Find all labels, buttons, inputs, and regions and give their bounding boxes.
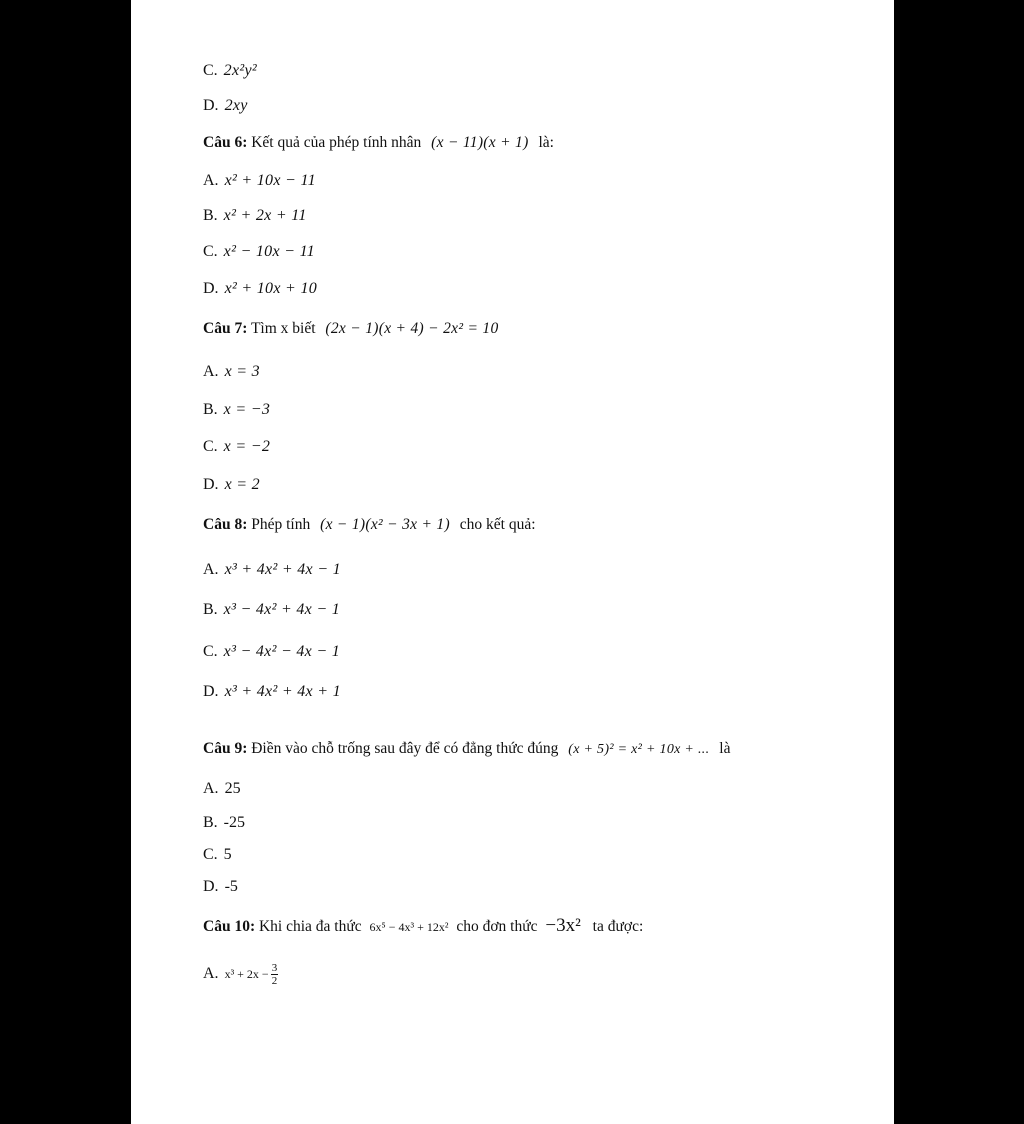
option-label: A. [203,363,219,380]
option-label: B. [203,601,218,618]
option-expr: x³ − 4x² + 4x − 1 [223,601,341,618]
question-title: Câu 10: [203,918,256,935]
q6-option-b[interactable] [203,206,307,226]
q8-option-a[interactable] [203,560,341,580]
q7-option-c[interactable] [203,437,270,457]
q9-option-c[interactable] [203,845,232,865]
q9-option-a[interactable] [203,779,241,799]
question-title: Câu 6: [203,134,248,151]
option-label: A. [203,780,219,797]
option-expr: x² − 10x − 11 [223,243,315,260]
q7-option-a[interactable] [203,362,260,382]
question-text: Tìm x biết [250,320,316,337]
question-title: Câu 9: [203,740,248,757]
option-expr: x³ − 4x² − 4x − 1 [223,643,341,660]
option-c-prev [203,61,257,81]
question-text: Điền vào chỗ trống sau đây để có đẳng thức đúng [251,740,559,757]
option-label: A. [203,561,219,578]
option-label: C. [203,243,218,260]
q6-option-c[interactable] [203,242,315,262]
option-label: A. [203,172,219,189]
option-expr: 25 [224,780,241,797]
option-label: D. [203,476,219,493]
question-7 [203,319,499,339]
question-10 [203,916,643,937]
question-tail: cho kết quả: [459,516,536,533]
option-expr: x³ + 4x² + 4x − 1 [224,561,341,578]
option-label: C. [203,643,218,660]
question-expr: (2x − 1)(x + 4) − 2x² = 10 [325,320,499,337]
option-expr: -5 [224,878,238,895]
option-label: B. [203,207,218,224]
option-expr: x = 2 [224,476,260,493]
option-label: B. [203,401,218,418]
option-expr: 2x²y² [223,62,257,79]
option-label: C. [203,438,218,455]
question-expr: 6x⁵ − 4x³ + 12x² [369,920,449,934]
option-expr: x = −2 [223,438,271,455]
option-expr: 5 [223,846,232,863]
q9-option-d[interactable] [203,877,238,897]
option-d-prev [203,96,248,116]
question-expr: (x + 5)² = x² + 10x + ... [568,742,710,757]
q7-option-d[interactable] [203,475,260,495]
option-label: D. [203,97,219,114]
option-expr: x = −3 [223,401,271,418]
q7-option-b[interactable] [203,400,270,420]
question-9 [203,739,730,760]
option-expr: x³ + 2x − [224,967,269,982]
q8-option-b[interactable] [203,600,340,620]
question-title: Câu 7: [203,320,248,337]
question-8 [203,515,536,535]
question-tail: là: [538,134,554,151]
option-label: C. [203,846,218,863]
fraction-denominator: 2 [271,975,278,987]
question-expr: (x − 11)(x + 1) [431,134,529,151]
question-tail: ta được: [592,918,644,935]
q6-option-a[interactable] [203,171,316,191]
option-expr: x³ + 4x² + 4x + 1 [224,683,341,700]
option-expr: x² + 10x − 11 [224,172,316,189]
question-text-2: cho đơn thức [456,918,538,935]
q10-option-a[interactable] [203,962,278,987]
question-divisor: −3x² [545,915,581,936]
question-expr: (x − 1)(x² − 3x + 1) [320,516,450,533]
option-expr: x² + 2x + 11 [223,207,307,224]
q8-option-c[interactable] [203,642,340,662]
question-text: Kết quả của phép tính nhân [251,134,422,151]
option-label: D. [203,878,219,895]
option-label: D. [203,280,219,297]
option-label: B. [203,814,218,831]
question-6 [203,133,554,153]
option-expr: 2xy [224,97,248,114]
question-tail: là [719,740,731,757]
option-label: C. [203,62,218,79]
fraction [271,962,279,987]
option-label: D. [203,683,219,700]
option-label: A. [203,965,219,983]
q6-option-d[interactable] [203,279,317,299]
question-text: Phép tính [251,516,311,533]
option-expr: -25 [223,814,245,831]
option-expr: x² + 10x + 10 [224,280,318,297]
option-expr: x = 3 [224,363,260,380]
fraction-numerator: 3 [271,962,278,974]
q9-option-b[interactable] [203,813,245,833]
question-title: Câu 8: [203,516,248,533]
q8-option-d[interactable] [203,682,341,702]
question-text: Khi chia đa thức [258,918,362,935]
